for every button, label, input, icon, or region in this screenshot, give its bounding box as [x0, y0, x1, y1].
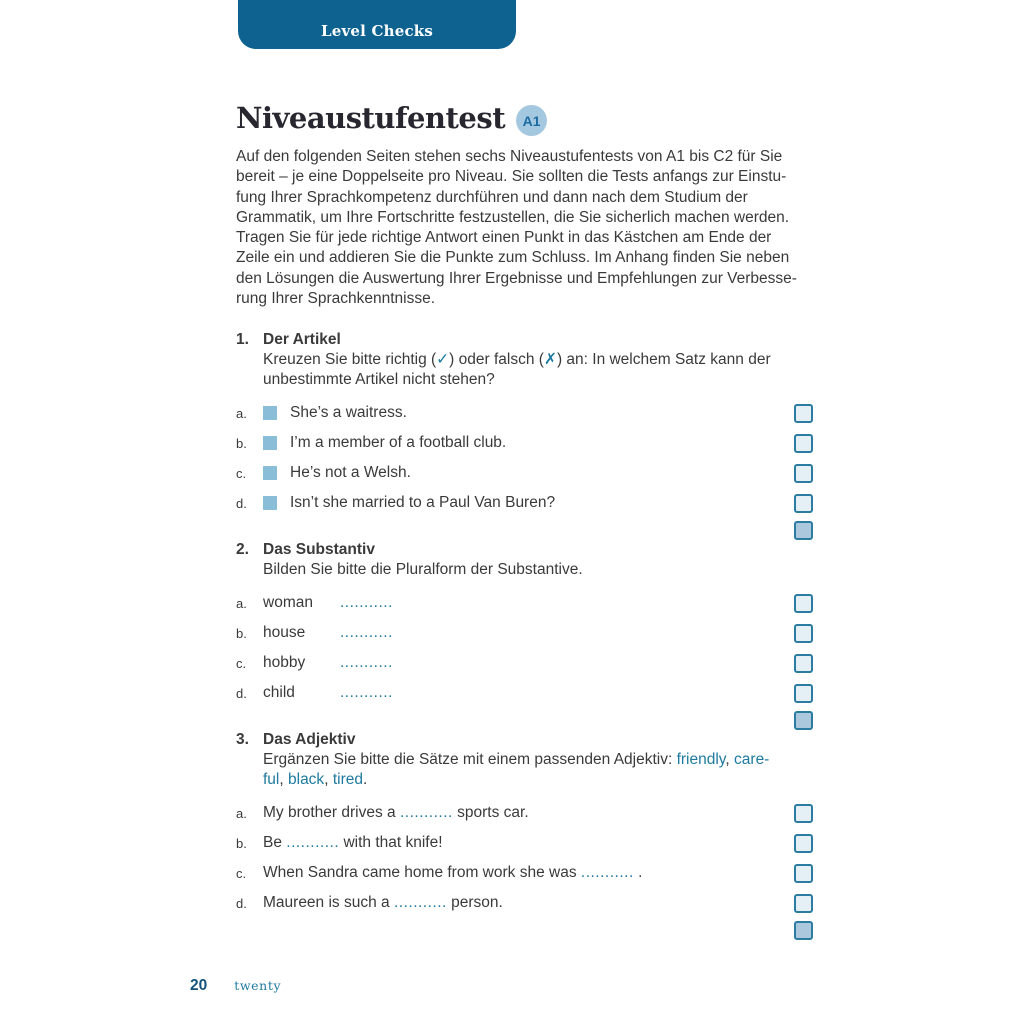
accent-word: care- — [734, 751, 770, 769]
item-word: woman — [263, 594, 313, 612]
exercise-section — [236, 330, 813, 540]
answer-checkbox[interactable] — [794, 464, 813, 483]
exercise-item — [236, 888, 813, 918]
intro-text-line: fung Ihrer Sprachkompetenz durchführen und dann nach dem Studium der — [236, 188, 748, 206]
item-text — [290, 404, 407, 422]
section-number: 3. — [236, 731, 249, 749]
text-segment: . — [633, 864, 643, 882]
answer-blank: ........... — [399, 804, 453, 822]
text-segment: , — [324, 771, 333, 789]
text-segment: ) oder falsch ( — [449, 351, 544, 369]
accent-word: tired — [332, 771, 363, 789]
section-title: Das Substantiv — [263, 541, 375, 559]
text-segment: Be — [263, 834, 287, 852]
answer-checkbox[interactable] — [794, 894, 813, 913]
exercise-item — [236, 678, 813, 708]
item-text — [340, 594, 393, 612]
chapter-tab-label: Level Checks — [320, 22, 434, 40]
section-number: 2. — [236, 541, 249, 559]
item-word: hobby — [263, 654, 306, 672]
item-letter: a. — [236, 805, 247, 821]
item-letter: c. — [236, 655, 247, 671]
exercise-section — [236, 730, 813, 940]
answer-blank: ........... — [340, 624, 393, 642]
text-segment: with that knife! — [339, 834, 443, 852]
exercise-item — [236, 858, 813, 888]
text-segment: , — [279, 771, 288, 789]
intro-text-line: Auf den folgenden Seiten stehen sechs Niveaustufentests von A1 bis C2 für Sie — [236, 148, 783, 165]
answer-checkbox[interactable] — [794, 624, 813, 643]
score-box-row — [236, 521, 813, 540]
score-box-row — [236, 921, 813, 940]
accent-word: ful — [263, 771, 280, 789]
answer-checkbox[interactable] — [794, 684, 813, 703]
exercise-item — [236, 618, 813, 648]
answer-checkbox[interactable] — [794, 494, 813, 513]
text-segment: sports car. — [452, 804, 529, 822]
score-total-box[interactable] — [794, 711, 813, 730]
accent-word: black — [288, 771, 325, 789]
section-instruction — [263, 560, 813, 580]
answer-checkbox[interactable] — [794, 834, 813, 853]
intro-text-line: rung Ihrer Sprachkenntnisse. — [236, 290, 436, 308]
bullet-square-icon — [263, 466, 277, 480]
item-letter: a. — [236, 595, 247, 611]
text-segment: He’s not a Welsh. — [290, 464, 411, 482]
title-row — [236, 98, 813, 138]
answer-checkbox[interactable] — [794, 804, 813, 823]
section-header — [236, 330, 813, 350]
exercise-item — [236, 588, 813, 618]
section-instruction — [263, 370, 813, 390]
text-segment: unbestimmte Artikel nicht stehen? — [263, 371, 495, 389]
answer-blank: ........... — [340, 684, 393, 702]
item-letter: b. — [236, 435, 247, 451]
item-text — [340, 624, 393, 642]
item-letter: d. — [236, 895, 247, 911]
answer-checkbox[interactable] — [794, 864, 813, 883]
item-letter: b. — [236, 625, 247, 641]
intro-text-line: Tragen Sie für jede richtige Antwort einen Punkt in das Kästchen am Ende der — [236, 229, 772, 247]
page-number: 20 — [190, 977, 208, 994]
item-text — [263, 864, 642, 882]
section-title: Das Adjektiv — [263, 731, 356, 749]
bullet-square-icon — [263, 406, 277, 420]
text-segment: . — [362, 771, 368, 789]
item-letter: c. — [236, 865, 247, 881]
intro-paragraph — [236, 147, 813, 309]
answer-blank: ........... — [580, 864, 634, 882]
answer-blank: ........... — [340, 654, 393, 672]
exercise-item — [236, 398, 813, 428]
exercise-section — [236, 540, 813, 730]
page-footer — [190, 977, 281, 995]
text-segment: I’m a member of a football club. — [290, 434, 507, 452]
exercise-item — [236, 798, 813, 828]
section-instruction — [263, 750, 813, 770]
text-segment: When Sandra came home from work she was — [263, 864, 581, 882]
intro-text-line: den Lösungen die Auswertung Ihrer Ergebnisse und Empfehlungen zur Verbesse- — [236, 269, 797, 287]
bullet-square-icon — [263, 436, 277, 450]
page-content — [236, 98, 813, 940]
exercise-item — [236, 828, 813, 858]
item-letter: d. — [236, 685, 247, 701]
intro-text-line: Grammatik, um Ihre Fortschritte festzustellen, die Sie sicherlich machen werden. — [236, 208, 790, 226]
text-segment: Isn’t she married to a Paul Van Buren? — [290, 494, 556, 512]
item-text — [263, 894, 503, 912]
accent-word: friendly — [676, 751, 726, 769]
exercise-item — [236, 648, 813, 678]
section-header — [236, 730, 813, 750]
page-title: Niveaustufentest — [236, 101, 506, 135]
section-title: Der Artikel — [263, 331, 341, 349]
bullet-square-icon — [263, 496, 277, 510]
item-letter: a. — [236, 405, 247, 421]
exercise-item — [236, 428, 813, 458]
item-text — [290, 494, 555, 512]
item-text — [290, 434, 506, 452]
text-segment: , — [725, 751, 735, 769]
answer-blank: ........... — [340, 594, 393, 612]
text-segment: Ergänzen Sie bitte die Sätze mit einem passenden Adjektiv: — [263, 751, 677, 769]
chapter-tab — [238, 0, 516, 49]
page-number-word: twenty — [234, 978, 282, 993]
intro-text-line: Zeile ein und addieren Sie die Punkte zum Schluss. Im Anhang finden Sie neben — [236, 249, 790, 267]
exercise-sections — [236, 330, 813, 940]
accent-word: ✗ — [543, 351, 557, 369]
answer-blank: ........... — [393, 894, 447, 912]
text-segment: Kreuzen Sie bitte richtig ( — [263, 351, 437, 369]
text-segment: Maureen is such a — [263, 894, 394, 912]
intro-text-line: bereit – je eine Doppelseite pro Niveau. Sie sollten die Tests anfangs zur Einstu- — [236, 168, 787, 186]
exercise-item — [236, 458, 813, 488]
text-segment: person. — [446, 894, 503, 912]
accent-word: ✓ — [436, 351, 450, 369]
item-text — [263, 804, 529, 822]
item-letter: b. — [236, 835, 247, 851]
answer-checkbox[interactable] — [794, 404, 813, 423]
score-total-box[interactable] — [794, 521, 813, 540]
item-text — [263, 834, 443, 852]
item-letter: d. — [236, 495, 247, 511]
score-total-box[interactable] — [794, 921, 813, 940]
section-instruction — [263, 770, 813, 790]
text-segment: ) an: In welchem Satz kann der — [556, 351, 771, 369]
answer-blank: ........... — [286, 834, 340, 852]
level-badge: A1 — [516, 105, 547, 136]
score-box-row — [236, 711, 813, 730]
section-number: 1. — [236, 331, 249, 349]
answer-checkbox[interactable] — [794, 434, 813, 453]
answer-checkbox[interactable] — [794, 594, 813, 613]
text-segment: Bilden Sie bitte die Pluralform der Substantive. — [263, 561, 583, 579]
item-letter: c. — [236, 465, 247, 481]
item-word: house — [263, 624, 306, 642]
item-text — [290, 464, 411, 482]
item-text — [340, 654, 393, 672]
item-word: child — [263, 684, 295, 702]
text-segment: She’s a waitress. — [290, 404, 407, 422]
text-segment: My brother drives a — [263, 804, 400, 822]
item-text — [340, 684, 393, 702]
exercise-item — [236, 488, 813, 518]
section-header — [236, 540, 813, 560]
answer-checkbox[interactable] — [794, 654, 813, 673]
section-instruction — [263, 350, 813, 370]
